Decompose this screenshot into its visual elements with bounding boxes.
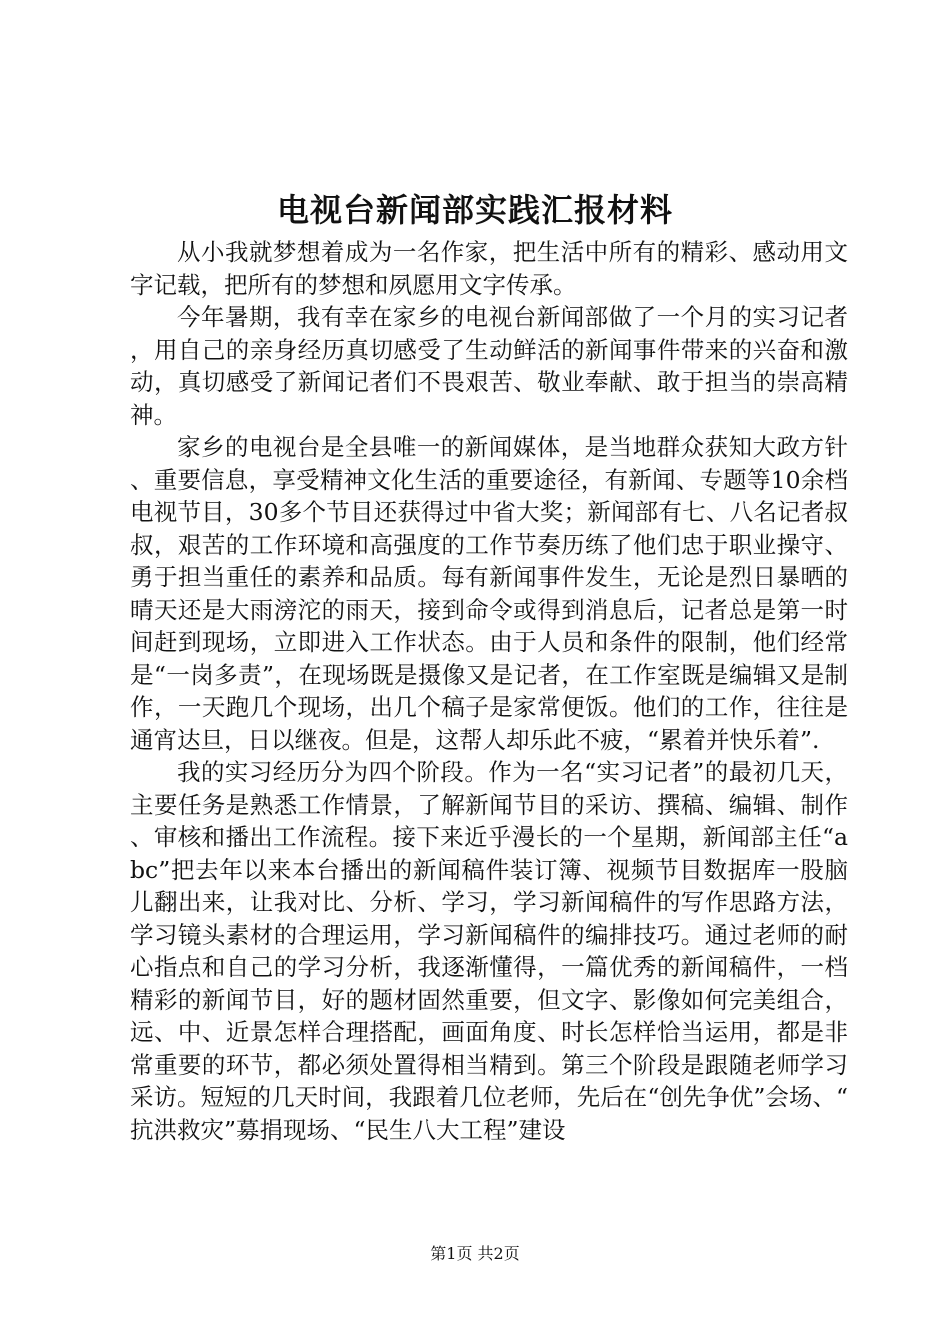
page-number-footer: 第1页 共2页 xyxy=(430,1244,520,1263)
paragraph-2: 今年暑期，我有幸在家乡的电视台新闻部做了一个月的实习记者，用自己的亲身经历真切感受了生动鲜活的新闻事件带来的兴奋和激动，真切感受了新闻记者们不畏艰苦、敬业奉献、敢于担当的崇高精神。 xyxy=(130,303,848,429)
paragraph-4: 我的实习经历分为四个阶段。作为一名“实习记者”的最初几天，主要任务是熟悉工作情景，了解新闻节目的采访、撰稿、编辑、制作、审核和播出工作流程。接下来近乎漫长的一个星期，新闻部主任“abc”把去年以来本台播出的新闻稿件装订簿、视频节目数据库一股脑儿翻出来，让我对比、分析、学习，学习新闻稿件的写作思路方法，学习镜头素材的合理运用，学习新闻稿件的编排技巧。通过老师的耐心指点和自己的学习分析，我逐渐懂得，一篇优秀的新闻稿件，一档精彩的新闻节目，好的题材固然重要，但文字、影像如何完美组合，远、中、近景怎样合理搭配，画面角度、时长怎样恰当运用，都是非常重要的环节，都必须处置得相当精到。第三个阶段是跟随老师学习采访。短短的几天时间，我跟着几位老师，先后在“创先争优”会场、“抗洪救灾”募捐现场、“民生八大工程”建设 xyxy=(130,758,848,1144)
document-title: 电视台新闻部实践汇报材料 xyxy=(276,191,673,229)
paragraph-3: 家乡的电视台是全县唯一的新闻媒体，是当地群众获知大政方针、重要信息，享受精神文化生活的重要途径，有新闻、专题等10余档电视节目，30多个节目还获得过中省大奖；新闻部有七、八名记者叔叔，艰苦的工作环境和高强度的工作节奏历练了他们忠于职业操守、勇于担当重任的素养和品质。每有新闻事件发生，无论是烈日暴晒的晴天还是大雨滂沱的雨天，接到命令或得到消息后，记者总是第一时间赶到现场，立即进入工作状态。由于人员和条件的限制，他们经常是“一岗多责”，在现场既是摄像又是记者，在工作室既是编辑又是制作，一天跑几个现场，出几个稿子是家常便饭。他们的工作，往往是通宵达旦，日以继夜。但是，这帮人却乐此不疲，“累着并快乐着”. xyxy=(130,433,848,754)
document-body xyxy=(130,236,848,1146)
paragraph-1: 从小我就梦想着成为一名作家，把生活中所有的精彩、感动用文字记载，把所有的梦想和夙愿用文字传承。 xyxy=(130,238,848,299)
